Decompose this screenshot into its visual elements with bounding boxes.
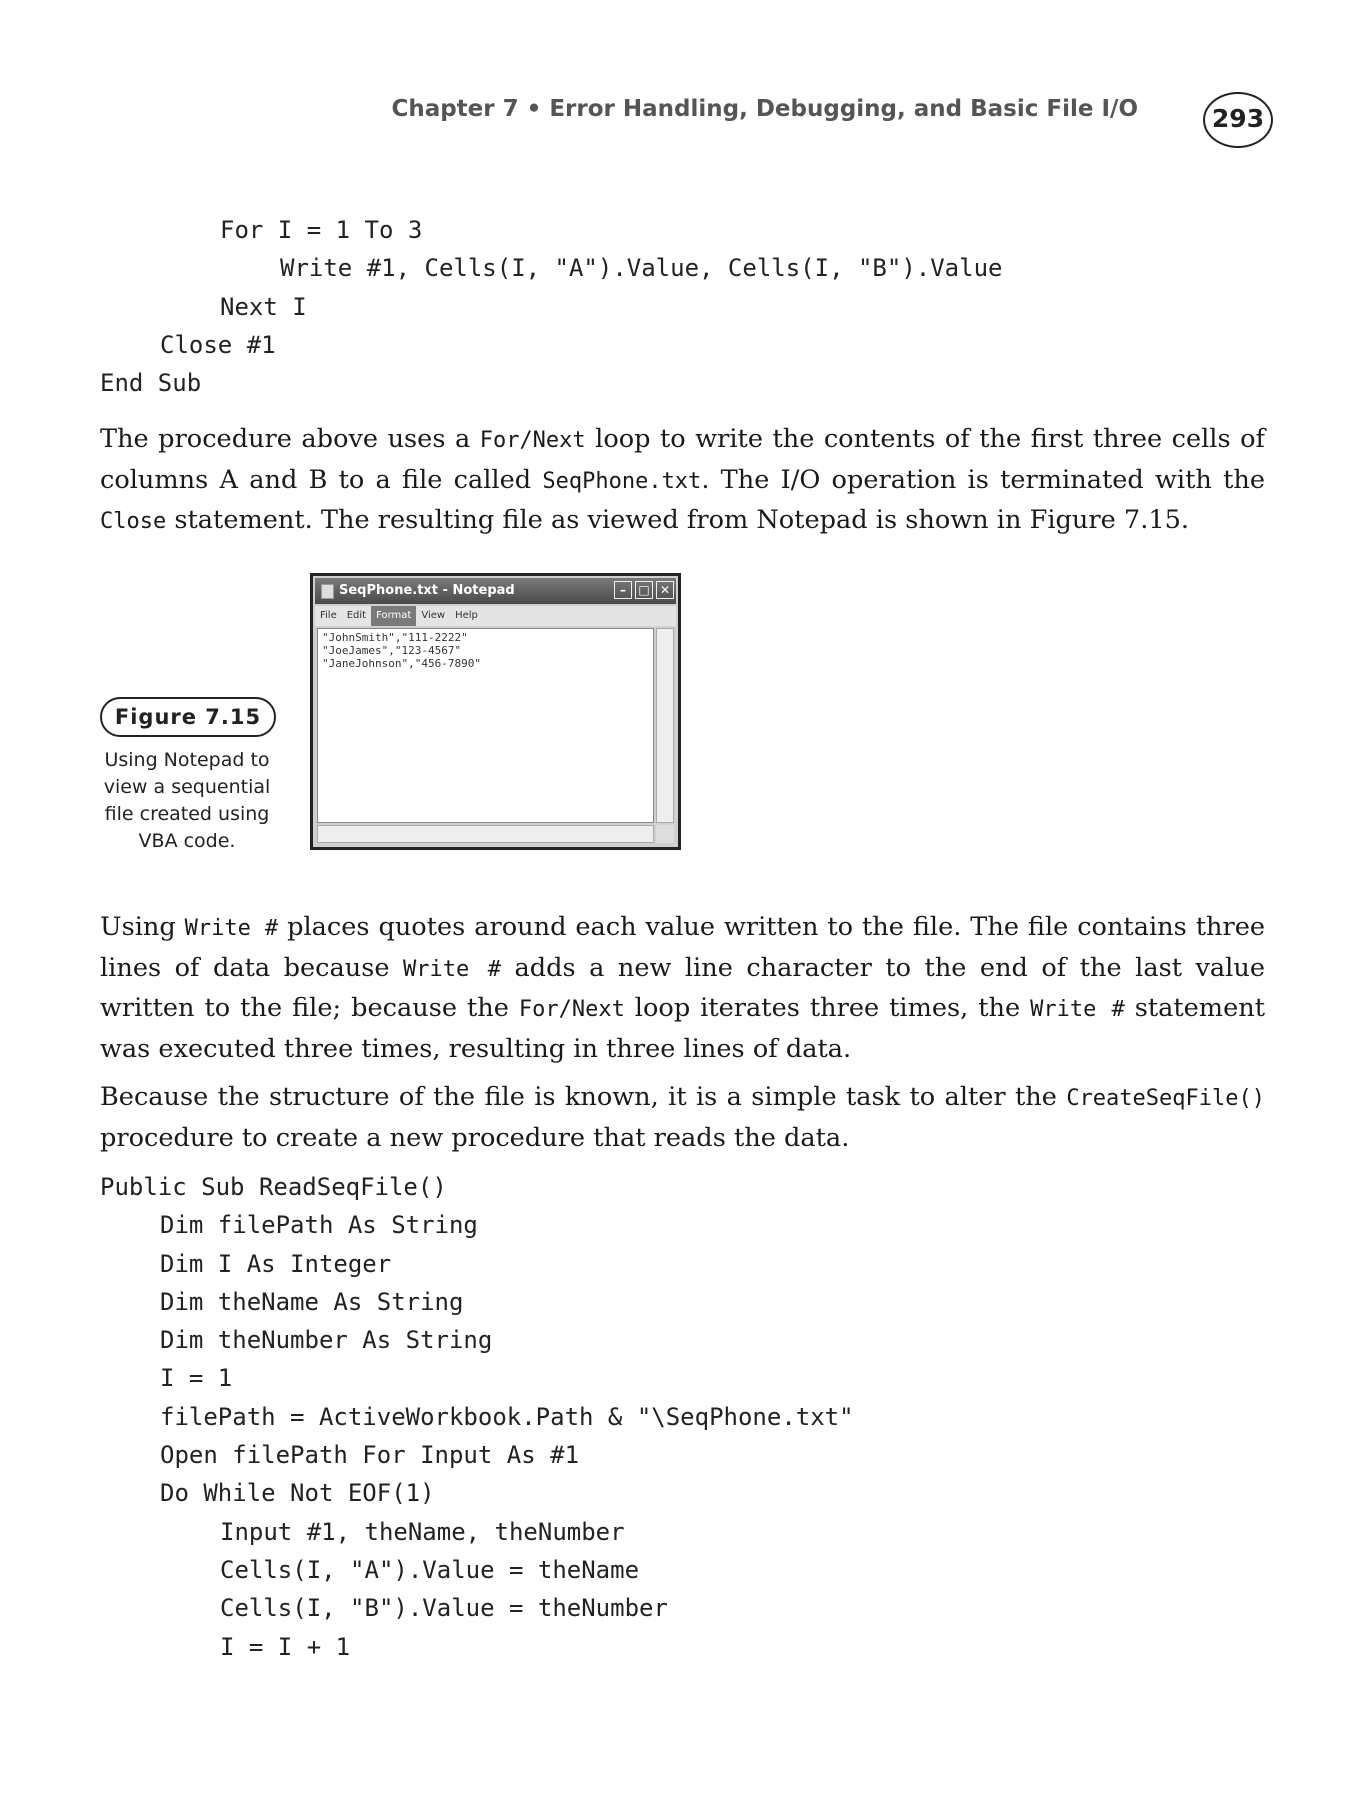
body-paragraph: Using Write # places quotes around each value written to the file. The file contains three lines of data because Write # adds a new line character to the end of the last value written to the file; because the For/Next loop iterates three times, the Write # statement was executed three times, resulting in three lines of data.: [100, 912, 1266, 1064]
close-icon: ✕: [656, 581, 674, 599]
minimize-icon: –: [614, 581, 632, 599]
running-header: [0, 92, 1370, 132]
code-line: Write #1, Cells(I, "A").Value, Cells(I, "B").Value: [280, 254, 1003, 283]
figure-label: Figure 7.15: [100, 697, 276, 737]
code-line: Input #1, theName, theNumber: [220, 1517, 625, 1546]
code-line: I = I + 1: [220, 1632, 351, 1661]
notepad-line: "JaneJohnson","456-7890": [322, 657, 481, 670]
menu-format: Format: [371, 606, 416, 626]
figure-caption: Using Notepad to view a sequential file created using VBA code.: [103, 749, 271, 852]
notepad-line: "JohnSmith","111-2222": [322, 631, 468, 644]
code-line: Public Sub ReadSeqFile(): [100, 1173, 447, 1201]
maximize-icon: □: [635, 581, 653, 599]
menu-edit: Edit: [346, 610, 367, 621]
code-line: Dim filePath As String: [160, 1211, 478, 1240]
code-line: Dim theNumber As String: [160, 1326, 493, 1355]
notepad-screenshot: [310, 573, 681, 850]
chapter-title: Chapter 7 • Error Handling, Debugging, and Basic File I/O: [391, 96, 1138, 122]
body-paragraph: Because the structure of the file is known, it is a simple task to alter the CreateSeqFile() procedure to create a new procedure that reads the data.: [100, 1082, 1265, 1153]
code-line: Close #1: [160, 330, 276, 359]
page-number: 293: [1203, 92, 1273, 148]
code-line: Cells(I, "B").Value = theNumber: [220, 1594, 668, 1623]
code-line: I = 1: [160, 1364, 233, 1393]
notepad-document-icon: [321, 584, 334, 599]
code-line: Dim I As Integer: [160, 1249, 392, 1278]
menu-view: View: [421, 610, 446, 621]
code-line: Do While Not EOF(1): [160, 1479, 435, 1508]
notepad-vertical-scrollbar: [656, 628, 674, 823]
code-block-top: [100, 211, 1002, 402]
code-line: Next I: [220, 292, 307, 321]
menu-file: File: [320, 610, 337, 621]
notepad-title: SeqPhone.txt - Notepad: [339, 583, 515, 598]
notepad-menubar: [315, 606, 676, 626]
code-line: End Sub: [100, 369, 202, 398]
code-line: For I = 1 To 3: [220, 216, 423, 244]
resize-grip-icon: [656, 825, 674, 843]
code-line: filePath = ActiveWorkbook.Path & "\SeqPhone.txt": [160, 1402, 854, 1431]
menu-help: Help: [455, 610, 478, 621]
notepad-horizontal-scrollbar: [317, 825, 654, 843]
notepad-titlebar: [315, 578, 676, 604]
code-block-bottom: [100, 1168, 854, 1666]
code-line: Dim theName As String: [160, 1287, 464, 1316]
notepad-text-area: [317, 628, 654, 823]
notepad-line: "JoeJames","123-4567": [322, 644, 462, 657]
body-paragraph: The procedure above uses a For/Next loop to write the contents of the first three cells of columns A and B to a file called SeqPhone.txt. The I/O operation is terminated with the Close statement. The resulting file as viewed from Notepad is shown in Figure 7.15.: [100, 424, 1265, 535]
code-line: Cells(I, "A").Value = theName: [220, 1555, 640, 1584]
code-line: Open filePath For Input As #1: [160, 1441, 580, 1470]
